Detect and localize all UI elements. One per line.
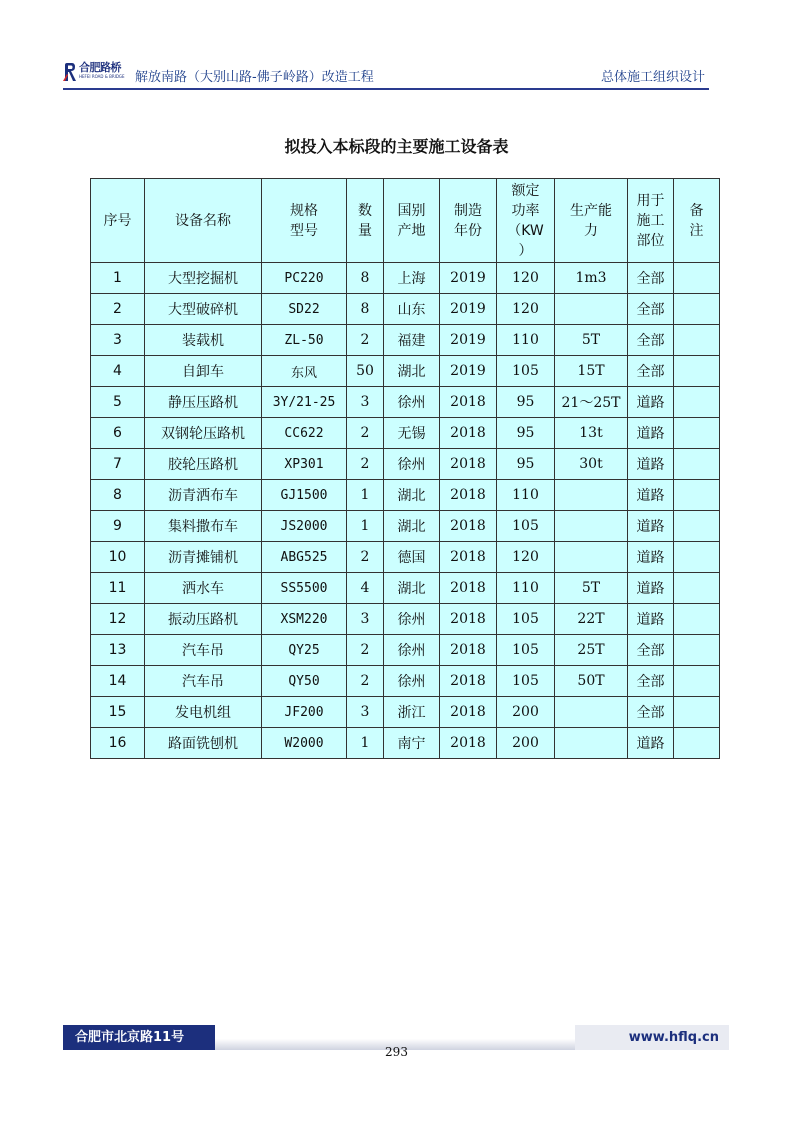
cell-name: 沥青洒布车 [145, 480, 262, 511]
cell-year: 2018 [440, 573, 497, 604]
cell-qty: 1 [347, 728, 384, 759]
cell-origin: 湖北 [384, 573, 440, 604]
cell-power: 200 [497, 728, 555, 759]
cell-capacity: 30t [555, 449, 628, 480]
cell-index: 13 [91, 635, 145, 666]
cell-year: 2018 [440, 480, 497, 511]
cell-remark [674, 728, 720, 759]
cell-power: 110 [497, 480, 555, 511]
cell-remark [674, 480, 720, 511]
cell-model: QY50 [262, 666, 347, 697]
cell-origin: 徐州 [384, 449, 440, 480]
cell-capacity: 50T [555, 666, 628, 697]
table-row [91, 263, 720, 294]
cell-use: 道路 [628, 511, 674, 542]
cell-qty: 8 [347, 294, 384, 325]
cell-capacity: 13t [555, 418, 628, 449]
table-header-row [91, 179, 720, 263]
company-logo [63, 62, 125, 84]
cell-qty: 1 [347, 511, 384, 542]
cell-origin: 南宁 [384, 728, 440, 759]
cell-year: 2018 [440, 418, 497, 449]
cell-use: 全部 [628, 325, 674, 356]
table-row [91, 697, 720, 728]
cell-qty: 3 [347, 387, 384, 418]
cell-remark [674, 294, 720, 325]
cell-remark [674, 604, 720, 635]
page-header [63, 58, 709, 90]
cell-power: 105 [497, 511, 555, 542]
logo-text: 合肥路桥 [79, 61, 121, 74]
header-index: 序号 [91, 179, 145, 263]
cell-power: 110 [497, 325, 555, 356]
table-row [91, 511, 720, 542]
cell-index: 6 [91, 418, 145, 449]
cell-model: ABG525 [262, 542, 347, 573]
cell-index: 1 [91, 263, 145, 294]
cell-origin: 德国 [384, 542, 440, 573]
cell-origin: 浙江 [384, 697, 440, 728]
cell-year: 2019 [440, 356, 497, 387]
cell-index: 12 [91, 604, 145, 635]
cell-use: 全部 [628, 356, 674, 387]
cell-year: 2019 [440, 263, 497, 294]
cell-name: 集料撒布车 [145, 511, 262, 542]
cell-index: 8 [91, 480, 145, 511]
cell-model: JS2000 [262, 511, 347, 542]
cell-power: 105 [497, 356, 555, 387]
cell-qty: 8 [347, 263, 384, 294]
cell-origin: 徐州 [384, 666, 440, 697]
cell-index: 16 [91, 728, 145, 759]
header-model: 规格 型号 [262, 179, 347, 263]
header-name: 设备名称 [145, 179, 262, 263]
cell-remark [674, 635, 720, 666]
header-power: 额定 功率 （KW ） [497, 179, 555, 263]
cell-capacity [555, 480, 628, 511]
cell-capacity: 5T [555, 325, 628, 356]
table-row [91, 356, 720, 387]
cell-power: 95 [497, 418, 555, 449]
cell-year: 2018 [440, 697, 497, 728]
table-row [91, 294, 720, 325]
footer-address: 合肥市北京路11号 [63, 1025, 215, 1050]
cell-use: 道路 [628, 387, 674, 418]
cell-remark [674, 418, 720, 449]
table-row [91, 604, 720, 635]
cell-use: 道路 [628, 418, 674, 449]
cell-model: PC220 [262, 263, 347, 294]
cell-name: 汽车吊 [145, 635, 262, 666]
cell-qty: 50 [347, 356, 384, 387]
table-row [91, 635, 720, 666]
cell-name: 洒水车 [145, 573, 262, 604]
cell-index: 4 [91, 356, 145, 387]
cell-qty: 2 [347, 449, 384, 480]
table-row [91, 449, 720, 480]
cell-index: 2 [91, 294, 145, 325]
cell-remark [674, 573, 720, 604]
cell-name: 装载机 [145, 325, 262, 356]
table-row [91, 387, 720, 418]
cell-qty: 2 [347, 635, 384, 666]
cell-index: 15 [91, 697, 145, 728]
cell-qty: 3 [347, 604, 384, 635]
cell-capacity: 1m3 [555, 263, 628, 294]
cell-model: 3Y/21-25 [262, 387, 347, 418]
table-row [91, 325, 720, 356]
cell-use: 全部 [628, 263, 674, 294]
header-use: 用于 施工 部位 [628, 179, 674, 263]
cell-year: 2019 [440, 294, 497, 325]
cell-name: 振动压路机 [145, 604, 262, 635]
cell-remark [674, 325, 720, 356]
cell-origin: 湖北 [384, 356, 440, 387]
cell-power: 105 [497, 635, 555, 666]
cell-year: 2018 [440, 511, 497, 542]
table-row [91, 573, 720, 604]
cell-name: 沥青摊铺机 [145, 542, 262, 573]
cell-remark [674, 697, 720, 728]
cell-use: 道路 [628, 728, 674, 759]
cell-remark [674, 263, 720, 294]
table-row [91, 542, 720, 573]
cell-use: 道路 [628, 604, 674, 635]
cell-use: 道路 [628, 542, 674, 573]
footer-website: www.hflq.cn [575, 1025, 729, 1050]
cell-power: 105 [497, 604, 555, 635]
logo-subtext: HEFEI ROAD & BRIDGE [79, 74, 125, 79]
cell-year: 2018 [440, 387, 497, 418]
cell-model: 东风 [262, 356, 347, 387]
cell-origin: 山东 [384, 294, 440, 325]
cell-use: 全部 [628, 666, 674, 697]
cell-use: 全部 [628, 294, 674, 325]
logo-mark-icon [63, 62, 77, 82]
cell-power: 120 [497, 294, 555, 325]
cell-origin: 徐州 [384, 387, 440, 418]
cell-name: 自卸车 [145, 356, 262, 387]
header-year: 制造 年份 [440, 179, 497, 263]
cell-power: 105 [497, 666, 555, 697]
cell-origin: 徐州 [384, 604, 440, 635]
cell-capacity [555, 728, 628, 759]
cell-index: 14 [91, 666, 145, 697]
cell-origin: 上海 [384, 263, 440, 294]
cell-qty: 2 [347, 418, 384, 449]
cell-index: 9 [91, 511, 145, 542]
cell-use: 道路 [628, 449, 674, 480]
table-row [91, 666, 720, 697]
cell-capacity: 15T [555, 356, 628, 387]
cell-index: 11 [91, 573, 145, 604]
header-origin: 国别 产地 [384, 179, 440, 263]
cell-qty: 1 [347, 480, 384, 511]
page-number: 293 [385, 1045, 408, 1059]
cell-remark [674, 356, 720, 387]
table-row [91, 480, 720, 511]
cell-name: 双钢轮压路机 [145, 418, 262, 449]
cell-index: 10 [91, 542, 145, 573]
cell-use: 道路 [628, 480, 674, 511]
cell-origin: 湖北 [384, 511, 440, 542]
cell-capacity [555, 697, 628, 728]
cell-capacity [555, 511, 628, 542]
table-row [91, 728, 720, 759]
cell-origin: 徐州 [384, 635, 440, 666]
cell-power: 95 [497, 387, 555, 418]
cell-name: 静压压路机 [145, 387, 262, 418]
header-remark: 备 注 [674, 179, 720, 263]
cell-use: 道路 [628, 573, 674, 604]
cell-remark [674, 511, 720, 542]
cell-model: GJ1500 [262, 480, 347, 511]
cell-model: XSM220 [262, 604, 347, 635]
cell-power: 120 [497, 263, 555, 294]
cell-qty: 2 [347, 325, 384, 356]
cell-capacity: 21～25T [555, 387, 628, 418]
cell-remark [674, 666, 720, 697]
cell-qty: 3 [347, 697, 384, 728]
cell-remark [674, 387, 720, 418]
cell-use: 全部 [628, 697, 674, 728]
cell-qty: 4 [347, 573, 384, 604]
cell-remark [674, 449, 720, 480]
header-divider [63, 88, 709, 90]
header-qty: 数 量 [347, 179, 384, 263]
cell-capacity: 22T [555, 604, 628, 635]
cell-qty: 2 [347, 542, 384, 573]
cell-name: 胶轮压路机 [145, 449, 262, 480]
cell-model: XP301 [262, 449, 347, 480]
cell-qty: 2 [347, 666, 384, 697]
cell-model: JF200 [262, 697, 347, 728]
cell-capacity: 5T [555, 573, 628, 604]
cell-capacity [555, 542, 628, 573]
cell-name: 汽车吊 [145, 666, 262, 697]
cell-model: QY25 [262, 635, 347, 666]
header-capacity: 生产能 力 [555, 179, 628, 263]
cell-year: 2019 [440, 325, 497, 356]
cell-origin: 无锡 [384, 418, 440, 449]
cell-origin: 福建 [384, 325, 440, 356]
cell-index: 3 [91, 325, 145, 356]
cell-model: SS5500 [262, 573, 347, 604]
project-title: 解放南路（大别山路-佛子岭路）改造工程 [135, 70, 374, 85]
cell-use: 全部 [628, 635, 674, 666]
cell-power: 200 [497, 697, 555, 728]
cell-remark [674, 542, 720, 573]
section-title: 总体施工组织设计 [600, 70, 705, 85]
cell-name: 路面铣刨机 [145, 728, 262, 759]
cell-power: 120 [497, 542, 555, 573]
table-row [91, 418, 720, 449]
document-title: 拟投入本标段的主要施工设备表 [284, 137, 509, 156]
cell-year: 2018 [440, 542, 497, 573]
cell-capacity: 25T [555, 635, 628, 666]
cell-model: CC622 [262, 418, 347, 449]
cell-capacity [555, 294, 628, 325]
cell-index: 7 [91, 449, 145, 480]
cell-year: 2018 [440, 635, 497, 666]
cell-year: 2018 [440, 604, 497, 635]
equipment-table [90, 178, 720, 759]
cell-model: ZL-50 [262, 325, 347, 356]
cell-origin: 湖北 [384, 480, 440, 511]
cell-name: 大型挖掘机 [145, 263, 262, 294]
cell-name: 发电机组 [145, 697, 262, 728]
table-body [91, 263, 720, 759]
cell-year: 2018 [440, 666, 497, 697]
cell-power: 95 [497, 449, 555, 480]
cell-name: 大型破碎机 [145, 294, 262, 325]
cell-power: 110 [497, 573, 555, 604]
cell-index: 5 [91, 387, 145, 418]
cell-year: 2018 [440, 449, 497, 480]
cell-model: W2000 [262, 728, 347, 759]
cell-model: SD22 [262, 294, 347, 325]
cell-year: 2018 [440, 728, 497, 759]
